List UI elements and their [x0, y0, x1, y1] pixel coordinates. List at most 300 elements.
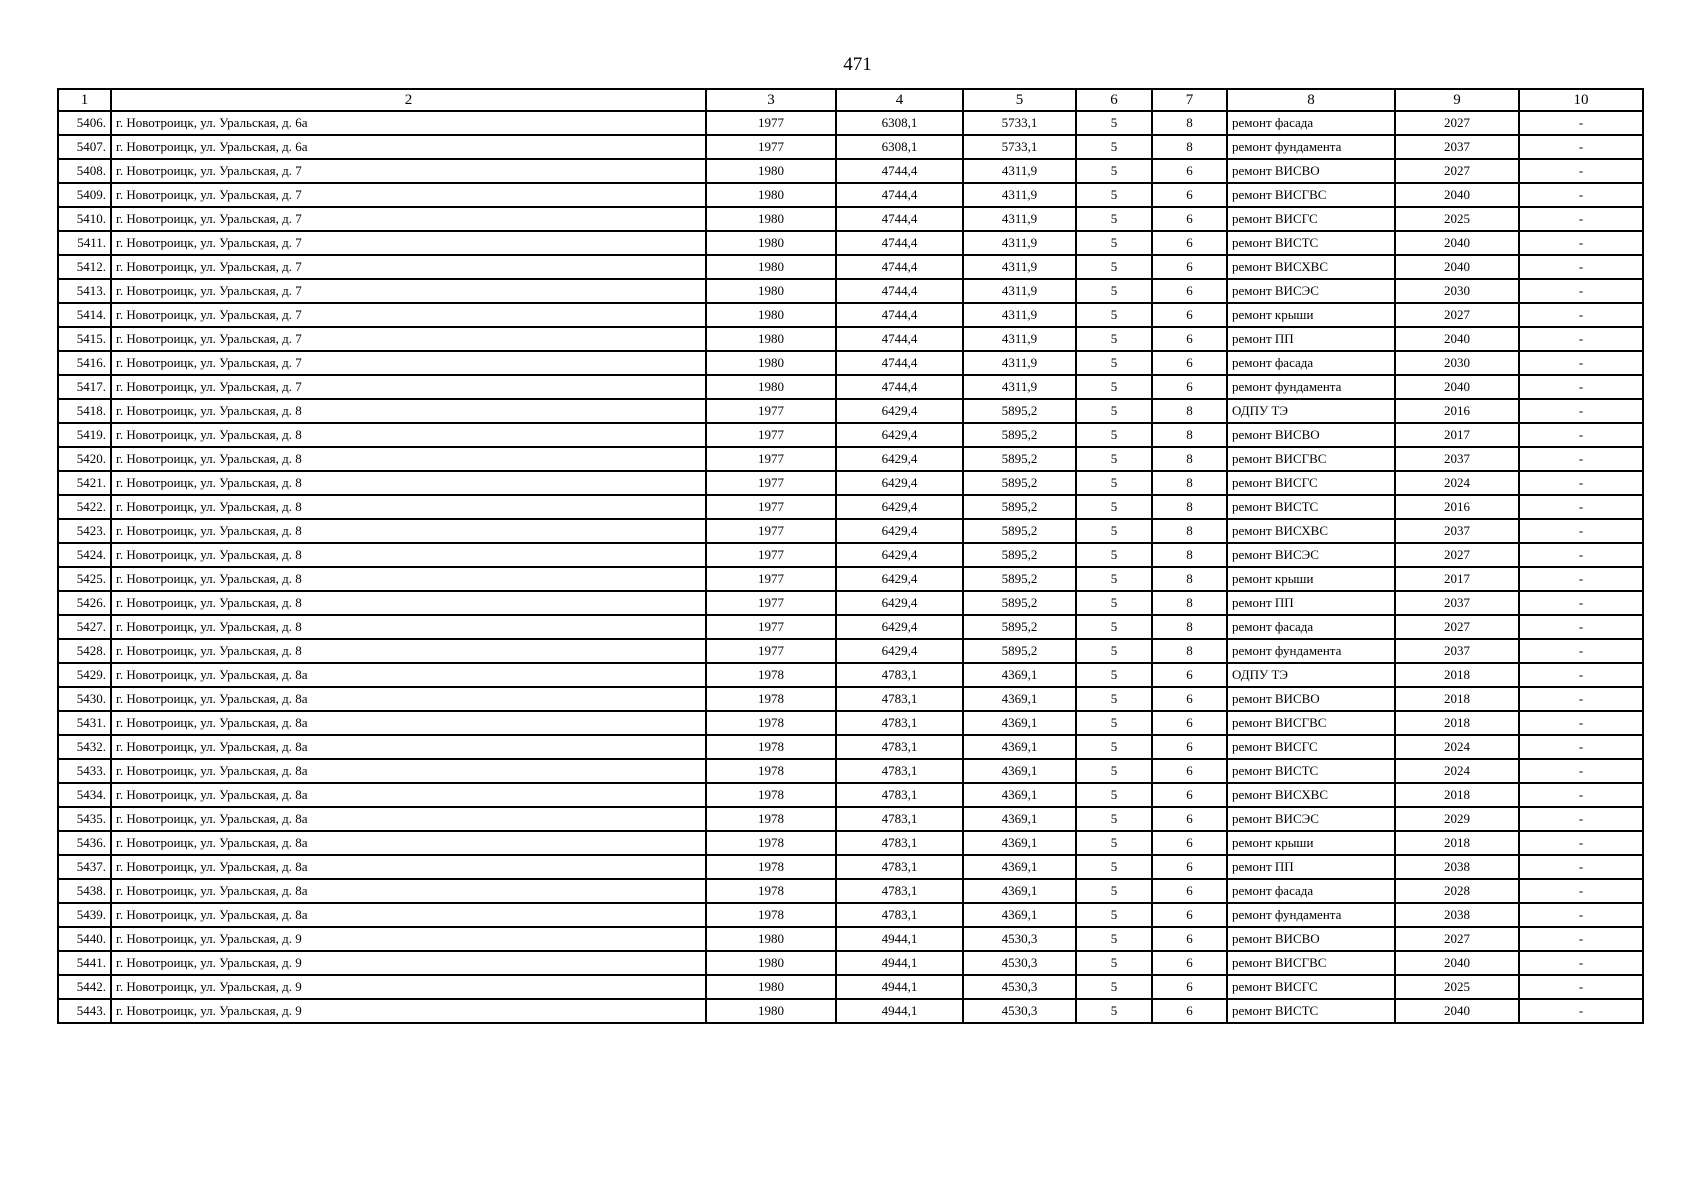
- floors-cell: 5: [1076, 927, 1152, 951]
- row-number-cell: 5432.: [58, 735, 111, 759]
- address-cell: г. Новотроицк, ул. Уральская, д. 8а: [111, 855, 706, 879]
- address-cell: г. Новотроицк, ул. Уральская, д. 8: [111, 639, 706, 663]
- year-cell: 1978: [706, 735, 836, 759]
- living-area-cell: 5895,2: [963, 447, 1076, 471]
- work-type-cell: ремонт ВИСХВС: [1227, 519, 1395, 543]
- year-cell: 1980: [706, 951, 836, 975]
- work-type-cell: ремонт ВИСВО: [1227, 423, 1395, 447]
- living-area-cell: 5895,2: [963, 543, 1076, 567]
- year-cell: 1980: [706, 207, 836, 231]
- address-cell: г. Новотроицк, ул. Уральская, д. 7: [111, 375, 706, 399]
- total-area-cell: 6429,4: [836, 399, 963, 423]
- table-row: [58, 111, 1643, 135]
- year-cell: 1978: [706, 807, 836, 831]
- work-type-cell: ремонт ВИСГС: [1227, 975, 1395, 999]
- living-area-cell: 5895,2: [963, 399, 1076, 423]
- work-type-cell: ремонт ВИСТС: [1227, 495, 1395, 519]
- year-cell: 1977: [706, 543, 836, 567]
- address-cell: г. Новотроицк, ул. Уральская, д. 8: [111, 567, 706, 591]
- planned-year-cell: 2024: [1395, 735, 1519, 759]
- floors-cell: 5: [1076, 495, 1152, 519]
- note-cell: -: [1519, 351, 1643, 375]
- planned-year-cell: 2027: [1395, 159, 1519, 183]
- entrances-cell: 6: [1152, 375, 1227, 399]
- floors-cell: 5: [1076, 351, 1152, 375]
- year-cell: 1978: [706, 903, 836, 927]
- row-number-cell: 5434.: [58, 783, 111, 807]
- table-row: [58, 927, 1643, 951]
- note-cell: -: [1519, 903, 1643, 927]
- living-area-cell: 5733,1: [963, 135, 1076, 159]
- year-cell: 1978: [706, 687, 836, 711]
- total-area-cell: 4744,4: [836, 303, 963, 327]
- living-area-cell: 4530,3: [963, 927, 1076, 951]
- living-area-cell: 4311,9: [963, 207, 1076, 231]
- planned-year-cell: 2037: [1395, 447, 1519, 471]
- entrances-cell: 8: [1152, 423, 1227, 447]
- total-area-cell: 4744,4: [836, 159, 963, 183]
- note-cell: -: [1519, 231, 1643, 255]
- planned-year-cell: 2027: [1395, 927, 1519, 951]
- planned-year-cell: 2018: [1395, 831, 1519, 855]
- work-type-cell: ремонт ВИСТС: [1227, 231, 1395, 255]
- living-area-cell: 4311,9: [963, 279, 1076, 303]
- year-cell: 1978: [706, 855, 836, 879]
- table-row: [58, 543, 1643, 567]
- work-type-cell: ремонт крыши: [1227, 567, 1395, 591]
- work-type-cell: ремонт ВИСГС: [1227, 735, 1395, 759]
- floors-cell: 5: [1076, 663, 1152, 687]
- total-area-cell: 4783,1: [836, 783, 963, 807]
- note-cell: -: [1519, 135, 1643, 159]
- note-cell: -: [1519, 159, 1643, 183]
- year-cell: 1977: [706, 471, 836, 495]
- table-row: [58, 759, 1643, 783]
- table-row: [58, 351, 1643, 375]
- year-cell: 1978: [706, 759, 836, 783]
- work-type-cell: ремонт ВИСГС: [1227, 471, 1395, 495]
- year-cell: 1977: [706, 519, 836, 543]
- address-cell: г. Новотроицк, ул. Уральская, д. 8а: [111, 879, 706, 903]
- total-area-cell: 4944,1: [836, 927, 963, 951]
- work-type-cell: ремонт ПП: [1227, 591, 1395, 615]
- living-area-cell: 4369,1: [963, 903, 1076, 927]
- total-area-cell: 4783,1: [836, 831, 963, 855]
- note-cell: -: [1519, 711, 1643, 735]
- row-number-cell: 5420.: [58, 447, 111, 471]
- address-cell: г. Новотроицк, ул. Уральская, д. 7: [111, 207, 706, 231]
- floors-cell: 5: [1076, 951, 1152, 975]
- year-cell: 1980: [706, 975, 836, 999]
- note-cell: -: [1519, 855, 1643, 879]
- entrances-cell: 6: [1152, 975, 1227, 999]
- entrances-cell: 6: [1152, 807, 1227, 831]
- row-number-cell: 5411.: [58, 231, 111, 255]
- row-number-cell: 5413.: [58, 279, 111, 303]
- planned-year-cell: 2027: [1395, 111, 1519, 135]
- work-type-cell: ремонт ПП: [1227, 327, 1395, 351]
- year-cell: 1980: [706, 999, 836, 1023]
- column-header: 9: [1395, 89, 1519, 111]
- work-type-cell: ремонт ВИСТС: [1227, 759, 1395, 783]
- note-cell: -: [1519, 255, 1643, 279]
- work-type-cell: ремонт фундамента: [1227, 135, 1395, 159]
- planned-year-cell: 2037: [1395, 591, 1519, 615]
- work-type-cell: ОДПУ ТЭ: [1227, 663, 1395, 687]
- address-cell: г. Новотроицк, ул. Уральская, д. 7: [111, 327, 706, 351]
- year-cell: 1980: [706, 279, 836, 303]
- living-area-cell: 5895,2: [963, 591, 1076, 615]
- living-area-cell: 4311,9: [963, 327, 1076, 351]
- address-cell: г. Новотроицк, ул. Уральская, д. 8: [111, 543, 706, 567]
- total-area-cell: 4783,1: [836, 903, 963, 927]
- entrances-cell: 8: [1152, 519, 1227, 543]
- floors-cell: 5: [1076, 471, 1152, 495]
- floors-cell: 5: [1076, 903, 1152, 927]
- year-cell: 1977: [706, 615, 836, 639]
- column-header: 3: [706, 89, 836, 111]
- work-type-cell: ремонт ВИСГС: [1227, 207, 1395, 231]
- row-number-cell: 5421.: [58, 471, 111, 495]
- living-area-cell: 5895,2: [963, 567, 1076, 591]
- table-row: [58, 999, 1643, 1023]
- row-number-cell: 5426.: [58, 591, 111, 615]
- note-cell: -: [1519, 447, 1643, 471]
- total-area-cell: 4783,1: [836, 807, 963, 831]
- row-number-cell: 5416.: [58, 351, 111, 375]
- living-area-cell: 4311,9: [963, 303, 1076, 327]
- entrances-cell: 6: [1152, 903, 1227, 927]
- row-number-cell: 5437.: [58, 855, 111, 879]
- table-row: [58, 879, 1643, 903]
- table-row: [58, 255, 1643, 279]
- note-cell: -: [1519, 999, 1643, 1023]
- repair-schedule-table: [57, 88, 1644, 1024]
- living-area-cell: 5895,2: [963, 615, 1076, 639]
- row-number-cell: 5427.: [58, 615, 111, 639]
- entrances-cell: 6: [1152, 183, 1227, 207]
- planned-year-cell: 2027: [1395, 303, 1519, 327]
- address-cell: г. Новотроицк, ул. Уральская, д. 7: [111, 279, 706, 303]
- row-number-cell: 5428.: [58, 639, 111, 663]
- table-row: [58, 375, 1643, 399]
- work-type-cell: ремонт фасада: [1227, 351, 1395, 375]
- entrances-cell: 6: [1152, 831, 1227, 855]
- entrances-cell: 8: [1152, 471, 1227, 495]
- total-area-cell: 4744,4: [836, 351, 963, 375]
- floors-cell: 5: [1076, 879, 1152, 903]
- page-number: 471: [843, 54, 872, 75]
- row-number-cell: 5435.: [58, 807, 111, 831]
- note-cell: -: [1519, 639, 1643, 663]
- living-area-cell: 4369,1: [963, 879, 1076, 903]
- planned-year-cell: 2024: [1395, 759, 1519, 783]
- total-area-cell: 6429,4: [836, 495, 963, 519]
- entrances-cell: 6: [1152, 255, 1227, 279]
- column-header: 5: [963, 89, 1076, 111]
- work-type-cell: ремонт ВИСЭС: [1227, 279, 1395, 303]
- planned-year-cell: 2040: [1395, 183, 1519, 207]
- entrances-cell: 8: [1152, 399, 1227, 423]
- row-number-cell: 5409.: [58, 183, 111, 207]
- table-row: [58, 303, 1643, 327]
- living-area-cell: 4311,9: [963, 255, 1076, 279]
- address-cell: г. Новотроицк, ул. Уральская, д. 7: [111, 351, 706, 375]
- planned-year-cell: 2016: [1395, 399, 1519, 423]
- planned-year-cell: 2017: [1395, 567, 1519, 591]
- entrances-cell: 6: [1152, 783, 1227, 807]
- table-row: [58, 783, 1643, 807]
- floors-cell: 5: [1076, 399, 1152, 423]
- year-cell: 1977: [706, 135, 836, 159]
- living-area-cell: 4311,9: [963, 183, 1076, 207]
- total-area-cell: 4783,1: [836, 759, 963, 783]
- floors-cell: 5: [1076, 519, 1152, 543]
- total-area-cell: 4783,1: [836, 879, 963, 903]
- year-cell: 1980: [706, 375, 836, 399]
- floors-cell: 5: [1076, 159, 1152, 183]
- entrances-cell: 8: [1152, 591, 1227, 615]
- address-cell: г. Новотроицк, ул. Уральская, д. 8: [111, 591, 706, 615]
- total-area-cell: 4744,4: [836, 327, 963, 351]
- year-cell: 1980: [706, 303, 836, 327]
- entrances-cell: 8: [1152, 135, 1227, 159]
- row-number-cell: 5436.: [58, 831, 111, 855]
- address-cell: г. Новотроицк, ул. Уральская, д. 8: [111, 519, 706, 543]
- total-area-cell: 4783,1: [836, 663, 963, 687]
- note-cell: -: [1519, 591, 1643, 615]
- planned-year-cell: 2037: [1395, 519, 1519, 543]
- note-cell: -: [1519, 831, 1643, 855]
- living-area-cell: 5895,2: [963, 471, 1076, 495]
- table-row: [58, 159, 1643, 183]
- note-cell: -: [1519, 567, 1643, 591]
- year-cell: 1978: [706, 879, 836, 903]
- row-number-cell: 5425.: [58, 567, 111, 591]
- total-area-cell: 4783,1: [836, 735, 963, 759]
- entrances-cell: 6: [1152, 735, 1227, 759]
- row-number-cell: 5408.: [58, 159, 111, 183]
- row-number-cell: 5418.: [58, 399, 111, 423]
- floors-cell: 5: [1076, 807, 1152, 831]
- living-area-cell: 4311,9: [963, 159, 1076, 183]
- note-cell: -: [1519, 207, 1643, 231]
- address-cell: г. Новотроицк, ул. Уральская, д. 8: [111, 615, 706, 639]
- address-cell: г. Новотроицк, ул. Уральская, д. 9: [111, 999, 706, 1023]
- year-cell: 1980: [706, 255, 836, 279]
- address-cell: г. Новотроицк, ул. Уральская, д. 9: [111, 951, 706, 975]
- floors-cell: 5: [1076, 855, 1152, 879]
- column-header: 2: [111, 89, 706, 111]
- entrances-cell: 8: [1152, 447, 1227, 471]
- total-area-cell: 6429,4: [836, 471, 963, 495]
- year-cell: 1977: [706, 111, 836, 135]
- table-row: [58, 831, 1643, 855]
- row-number-cell: 5423.: [58, 519, 111, 543]
- living-area-cell: 4311,9: [963, 231, 1076, 255]
- floors-cell: 5: [1076, 975, 1152, 999]
- planned-year-cell: 2040: [1395, 999, 1519, 1023]
- table-row: [58, 495, 1643, 519]
- work-type-cell: ремонт ВИСХВС: [1227, 783, 1395, 807]
- planned-year-cell: 2040: [1395, 951, 1519, 975]
- planned-year-cell: 2038: [1395, 855, 1519, 879]
- planned-year-cell: 2040: [1395, 255, 1519, 279]
- row-number-cell: 5412.: [58, 255, 111, 279]
- entrances-cell: 6: [1152, 951, 1227, 975]
- planned-year-cell: 2018: [1395, 663, 1519, 687]
- year-cell: 1978: [706, 831, 836, 855]
- total-area-cell: 4944,1: [836, 999, 963, 1023]
- floors-cell: 5: [1076, 183, 1152, 207]
- header-row: [58, 89, 1643, 111]
- total-area-cell: 6429,4: [836, 447, 963, 471]
- table-row: [58, 735, 1643, 759]
- living-area-cell: 4369,1: [963, 831, 1076, 855]
- floors-cell: 5: [1076, 759, 1152, 783]
- table-row: [58, 399, 1643, 423]
- floors-cell: 5: [1076, 615, 1152, 639]
- row-number-cell: 5429.: [58, 663, 111, 687]
- entrances-cell: 8: [1152, 615, 1227, 639]
- note-cell: -: [1519, 687, 1643, 711]
- row-number-cell: 5438.: [58, 879, 111, 903]
- floors-cell: 5: [1076, 423, 1152, 447]
- total-area-cell: 4944,1: [836, 951, 963, 975]
- planned-year-cell: 2040: [1395, 327, 1519, 351]
- work-type-cell: ремонт ВИСВО: [1227, 159, 1395, 183]
- row-number-cell: 5415.: [58, 327, 111, 351]
- total-area-cell: 4744,4: [836, 231, 963, 255]
- living-area-cell: 4530,3: [963, 999, 1076, 1023]
- total-area-cell: 4744,4: [836, 279, 963, 303]
- planned-year-cell: 2024: [1395, 471, 1519, 495]
- work-type-cell: ремонт ВИСЭС: [1227, 543, 1395, 567]
- row-number-cell: 5422.: [58, 495, 111, 519]
- note-cell: -: [1519, 519, 1643, 543]
- planned-year-cell: 2016: [1395, 495, 1519, 519]
- total-area-cell: 6429,4: [836, 519, 963, 543]
- total-area-cell: 6429,4: [836, 591, 963, 615]
- living-area-cell: 4530,3: [963, 975, 1076, 999]
- living-area-cell: 4369,1: [963, 807, 1076, 831]
- address-cell: г. Новотроицк, ул. Уральская, д. 8: [111, 471, 706, 495]
- row-number-cell: 5414.: [58, 303, 111, 327]
- entrances-cell: 6: [1152, 999, 1227, 1023]
- note-cell: -: [1519, 327, 1643, 351]
- year-cell: 1978: [706, 783, 836, 807]
- row-number-cell: 5407.: [58, 135, 111, 159]
- year-cell: 1978: [706, 711, 836, 735]
- planned-year-cell: 2038: [1395, 903, 1519, 927]
- address-cell: г. Новотроицк, ул. Уральская, д. 8а: [111, 687, 706, 711]
- table-row: [58, 711, 1643, 735]
- work-type-cell: ремонт крыши: [1227, 831, 1395, 855]
- year-cell: 1980: [706, 927, 836, 951]
- table-row: [58, 279, 1643, 303]
- floors-cell: 5: [1076, 303, 1152, 327]
- entrances-cell: 6: [1152, 207, 1227, 231]
- planned-year-cell: 2018: [1395, 687, 1519, 711]
- floors-cell: 5: [1076, 999, 1152, 1023]
- entrances-cell: 6: [1152, 855, 1227, 879]
- address-cell: г. Новотроицк, ул. Уральская, д. 7: [111, 159, 706, 183]
- total-area-cell: 6429,4: [836, 615, 963, 639]
- total-area-cell: 4783,1: [836, 711, 963, 735]
- table-row: [58, 207, 1643, 231]
- table-row: [58, 327, 1643, 351]
- entrances-cell: 8: [1152, 639, 1227, 663]
- row-number-cell: 5406.: [58, 111, 111, 135]
- total-area-cell: 6429,4: [836, 639, 963, 663]
- work-type-cell: ремонт ВИСХВС: [1227, 255, 1395, 279]
- work-type-cell: ремонт ВИСГВС: [1227, 183, 1395, 207]
- note-cell: -: [1519, 375, 1643, 399]
- living-area-cell: 5733,1: [963, 111, 1076, 135]
- entrances-cell: 8: [1152, 111, 1227, 135]
- address-cell: г. Новотроицк, ул. Уральская, д. 8а: [111, 831, 706, 855]
- work-type-cell: ремонт фасада: [1227, 111, 1395, 135]
- table-row: [58, 687, 1643, 711]
- total-area-cell: 4744,4: [836, 207, 963, 231]
- entrances-cell: 6: [1152, 663, 1227, 687]
- table-row: [58, 639, 1643, 663]
- column-header: 6: [1076, 89, 1152, 111]
- table-row: [58, 183, 1643, 207]
- address-cell: г. Новотроицк, ул. Уральская, д. 6а: [111, 111, 706, 135]
- work-type-cell: ремонт ВИСВО: [1227, 927, 1395, 951]
- living-area-cell: 4369,1: [963, 735, 1076, 759]
- living-area-cell: 4530,3: [963, 951, 1076, 975]
- floors-cell: 5: [1076, 735, 1152, 759]
- row-number-cell: 5424.: [58, 543, 111, 567]
- row-number-cell: 5439.: [58, 903, 111, 927]
- entrances-cell: 6: [1152, 879, 1227, 903]
- row-number-cell: 5440.: [58, 927, 111, 951]
- total-area-cell: 6429,4: [836, 543, 963, 567]
- note-cell: -: [1519, 615, 1643, 639]
- table-row: [58, 975, 1643, 999]
- floors-cell: 5: [1076, 567, 1152, 591]
- planned-year-cell: 2040: [1395, 375, 1519, 399]
- year-cell: 1980: [706, 183, 836, 207]
- entrances-cell: 8: [1152, 495, 1227, 519]
- year-cell: 1980: [706, 231, 836, 255]
- living-area-cell: 4369,1: [963, 759, 1076, 783]
- address-cell: г. Новотроицк, ул. Уральская, д. 8а: [111, 903, 706, 927]
- row-number-cell: 5410.: [58, 207, 111, 231]
- address-cell: г. Новотроицк, ул. Уральская, д. 8а: [111, 711, 706, 735]
- living-area-cell: 4369,1: [963, 855, 1076, 879]
- living-area-cell: 5895,2: [963, 423, 1076, 447]
- table-row: [58, 591, 1643, 615]
- floors-cell: 5: [1076, 327, 1152, 351]
- table-row: [58, 519, 1643, 543]
- planned-year-cell: 2037: [1395, 135, 1519, 159]
- year-cell: 1977: [706, 567, 836, 591]
- row-number-cell: 5443.: [58, 999, 111, 1023]
- note-cell: -: [1519, 927, 1643, 951]
- table-row: [58, 855, 1643, 879]
- address-cell: г. Новотроицк, ул. Уральская, д. 8а: [111, 663, 706, 687]
- floors-cell: 5: [1076, 207, 1152, 231]
- floors-cell: 5: [1076, 711, 1152, 735]
- address-cell: г. Новотроицк, ул. Уральская, д. 7: [111, 303, 706, 327]
- work-type-cell: ремонт фасада: [1227, 615, 1395, 639]
- entrances-cell: 6: [1152, 687, 1227, 711]
- entrances-cell: 6: [1152, 279, 1227, 303]
- floors-cell: 5: [1076, 639, 1152, 663]
